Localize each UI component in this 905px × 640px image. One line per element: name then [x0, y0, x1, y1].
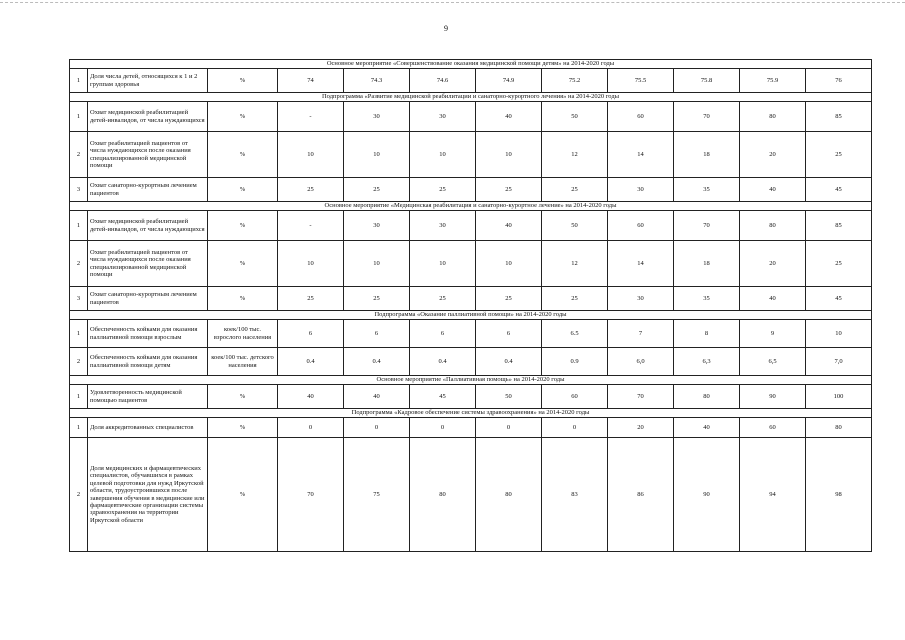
- unit-cell: коек/100 тыс. детского населения: [208, 348, 278, 376]
- value-cell: 45: [410, 385, 476, 409]
- value-cell: 10: [344, 132, 410, 178]
- section-title: Подпрограмма «Оказание паллиативной помощи» на 2014-2020 годы: [70, 311, 872, 320]
- value-cell: 6,0: [608, 348, 674, 376]
- value-cell: 6,3: [674, 348, 740, 376]
- value-cell: 10: [410, 241, 476, 287]
- table-row: [70, 287, 872, 311]
- value-cell: 6.5: [542, 320, 608, 348]
- value-cell: 6: [278, 320, 344, 348]
- table-row: [70, 348, 872, 376]
- value-cell: 74: [278, 69, 344, 93]
- value-cell: 18: [674, 132, 740, 178]
- section-title: Основное мероприятие «Паллиативная помощь» на 2014-2020 годы: [70, 376, 872, 385]
- value-cell: 75.2: [542, 69, 608, 93]
- indicator-name: Обеспеченность койками для оказания паллиативной помощи детям: [88, 348, 208, 376]
- value-cell: 25: [278, 287, 344, 311]
- value-cell: 25: [344, 287, 410, 311]
- unit-cell: %: [208, 132, 278, 178]
- section-title: Основное мероприятие «Совершенствование оказания медицинской помощи детям» на 2014-2020 годы: [70, 60, 872, 69]
- table-row: [70, 102, 872, 132]
- section-header-row: [70, 311, 872, 320]
- value-cell: 6,5: [740, 348, 806, 376]
- value-cell: 20: [740, 132, 806, 178]
- value-cell: 50: [476, 385, 542, 409]
- value-cell: 40: [674, 418, 740, 438]
- value-cell: 7,0: [806, 348, 872, 376]
- value-cell: 0.9: [542, 348, 608, 376]
- unit-cell: %: [208, 385, 278, 409]
- value-cell: 45: [806, 287, 872, 311]
- indicator-name: Охват реабилитацией пациентов от числа нуждающихся после оказания специализированной медицинской помощи: [88, 132, 208, 178]
- value-cell: 20: [740, 241, 806, 287]
- value-cell: 40: [344, 385, 410, 409]
- value-cell: 60: [608, 211, 674, 241]
- value-cell: 30: [608, 287, 674, 311]
- value-cell: 60: [608, 102, 674, 132]
- value-cell: 30: [344, 102, 410, 132]
- row-number: 2: [70, 348, 88, 376]
- table-row: [70, 438, 872, 552]
- section-title: Основное мероприятие «Медицинская реабилитация и санаторно-курортное лечение» на 2014-2020 годы: [70, 202, 872, 211]
- value-cell: 8: [674, 320, 740, 348]
- value-cell: 14: [608, 241, 674, 287]
- value-cell: 25: [344, 178, 410, 202]
- row-number: 1: [70, 320, 88, 348]
- value-cell: 0.4: [278, 348, 344, 376]
- row-number: 1: [70, 102, 88, 132]
- value-cell: 74.9: [476, 69, 542, 93]
- value-cell: 10: [278, 132, 344, 178]
- table-row: [70, 132, 872, 178]
- unit-cell: %: [208, 102, 278, 132]
- section-title: Подпрограмма «Кадровое обеспечение системы здравоохранения» на 2014-2020 годы: [70, 409, 872, 418]
- value-cell: 75.9: [740, 69, 806, 93]
- value-cell: 70: [674, 102, 740, 132]
- value-cell: 40: [740, 287, 806, 311]
- value-cell: 35: [674, 178, 740, 202]
- value-cell: 18: [674, 241, 740, 287]
- value-cell: 80: [806, 418, 872, 438]
- value-cell: 10: [278, 241, 344, 287]
- value-cell: 76: [806, 69, 872, 93]
- section-header-row: [70, 376, 872, 385]
- value-cell: 30: [410, 211, 476, 241]
- value-cell: 0: [278, 418, 344, 438]
- value-cell: 10: [806, 320, 872, 348]
- value-cell: 25: [278, 178, 344, 202]
- value-cell: 25: [806, 132, 872, 178]
- value-cell: 80: [740, 211, 806, 241]
- value-cell: 10: [476, 132, 542, 178]
- value-cell: 40: [740, 178, 806, 202]
- value-cell: 25: [476, 287, 542, 311]
- value-cell: 98: [806, 438, 872, 552]
- indicator-name: Доля числа детей, относящихся к 1 и 2 группам здоровья: [88, 69, 208, 93]
- value-cell: 6: [410, 320, 476, 348]
- row-number: 2: [70, 132, 88, 178]
- value-cell: 30: [344, 211, 410, 241]
- value-cell: 25: [410, 287, 476, 311]
- section-header-row: [70, 202, 872, 211]
- table-row: [70, 385, 872, 409]
- unit-cell: %: [208, 241, 278, 287]
- value-cell: 12: [542, 241, 608, 287]
- indicator-name: Обеспеченность койками для оказания паллиативной помощи взрослым: [88, 320, 208, 348]
- indicator-name: Доля медицинских и фармацевтических специалистов, обучавшихся в рамках целевой подготовки для нужд Иркутской области, трудоустроившихся после завершения обучения в медицинские или фармацевтические организации системы здравоохранения на территории Иркутской области: [88, 438, 208, 552]
- indicator-name: Удовлетворенность медицинской помощью пациентов: [88, 385, 208, 409]
- value-cell: 80: [410, 438, 476, 552]
- section-header-row: [70, 60, 872, 69]
- value-cell: 80: [476, 438, 542, 552]
- value-cell: 12: [542, 132, 608, 178]
- unit-cell: %: [208, 211, 278, 241]
- unit-cell: коек/100 тыс. взрослого населения: [208, 320, 278, 348]
- row-number: 2: [70, 438, 88, 552]
- indicator-name: Охват медицинской реабилитацией детей-инвалидов, от числа нуждающихся: [88, 102, 208, 132]
- value-cell: 7: [608, 320, 674, 348]
- value-cell: 25: [806, 241, 872, 287]
- value-cell: 10: [410, 132, 476, 178]
- page-number: 9: [444, 24, 448, 33]
- value-cell: 70: [674, 211, 740, 241]
- value-cell: 0: [476, 418, 542, 438]
- table-row: [70, 211, 872, 241]
- indicator-name: Охват реабилитацией пациентов от числа нуждающихся после оказания специализированной медицинской помощи: [88, 241, 208, 287]
- value-cell: 0: [542, 418, 608, 438]
- section-header-row: [70, 409, 872, 418]
- indicator-name: Охват медицинской реабилитацией детей-инвалидов, от числа нуждающихся: [88, 211, 208, 241]
- value-cell: 90: [674, 438, 740, 552]
- row-number: 2: [70, 241, 88, 287]
- value-cell: 0.4: [476, 348, 542, 376]
- value-cell: 60: [740, 418, 806, 438]
- value-cell: 0.4: [344, 348, 410, 376]
- unit-cell: %: [208, 69, 278, 93]
- value-cell: 85: [806, 211, 872, 241]
- row-number: 1: [70, 418, 88, 438]
- unit-cell: %: [208, 418, 278, 438]
- value-cell: 0: [344, 418, 410, 438]
- unit-cell: %: [208, 438, 278, 552]
- value-cell: 50: [542, 102, 608, 132]
- section-header-row: [70, 93, 872, 102]
- value-cell: 25: [410, 178, 476, 202]
- value-cell: 25: [542, 287, 608, 311]
- value-cell: 25: [476, 178, 542, 202]
- value-cell: 20: [608, 418, 674, 438]
- value-cell: 35: [674, 287, 740, 311]
- value-cell: 70: [278, 438, 344, 552]
- table-row: [70, 320, 872, 348]
- value-cell: 25: [542, 178, 608, 202]
- value-cell: 30: [410, 102, 476, 132]
- value-cell: 50: [542, 211, 608, 241]
- value-cell: 6: [344, 320, 410, 348]
- table-row: [70, 178, 872, 202]
- value-cell: 74.3: [344, 69, 410, 93]
- indicator-name: Охват санаторно-курортным лечением пациентов: [88, 287, 208, 311]
- row-number: 1: [70, 385, 88, 409]
- unit-cell: %: [208, 178, 278, 202]
- value-cell: 9: [740, 320, 806, 348]
- value-cell: 75.8: [674, 69, 740, 93]
- value-cell: 40: [476, 211, 542, 241]
- value-cell: 40: [278, 385, 344, 409]
- value-cell: 75.5: [608, 69, 674, 93]
- row-number: 3: [70, 287, 88, 311]
- table-row: [70, 241, 872, 287]
- value-cell: 100: [806, 385, 872, 409]
- indicators-table: [69, 59, 872, 552]
- indicator-name: Охват санаторно-курортным лечением пациентов: [88, 178, 208, 202]
- row-number: 3: [70, 178, 88, 202]
- value-cell: 74.6: [410, 69, 476, 93]
- unit-cell: %: [208, 287, 278, 311]
- value-cell: 6: [476, 320, 542, 348]
- value-cell: 70: [608, 385, 674, 409]
- row-number: 1: [70, 69, 88, 93]
- indicator-name: Доля аккредитованных специалистов: [88, 418, 208, 438]
- value-cell: 80: [674, 385, 740, 409]
- value-cell: 86: [608, 438, 674, 552]
- value-cell: 90: [740, 385, 806, 409]
- value-cell: 60: [542, 385, 608, 409]
- top-rule: [0, 2, 905, 3]
- value-cell: -: [278, 102, 344, 132]
- value-cell: 85: [806, 102, 872, 132]
- value-cell: 75: [344, 438, 410, 552]
- value-cell: 10: [476, 241, 542, 287]
- row-number: 1: [70, 211, 88, 241]
- table-row: [70, 418, 872, 438]
- value-cell: -: [278, 211, 344, 241]
- value-cell: 10: [344, 241, 410, 287]
- value-cell: 80: [740, 102, 806, 132]
- value-cell: 0: [410, 418, 476, 438]
- indicators-table-body: [70, 60, 872, 552]
- value-cell: 83: [542, 438, 608, 552]
- value-cell: 30: [608, 178, 674, 202]
- section-title: Подпрограмма «Развитие медицинской реабилитации и санаторно-курортного лечения» на 2014-2020 годы: [70, 93, 872, 102]
- value-cell: 94: [740, 438, 806, 552]
- value-cell: 14: [608, 132, 674, 178]
- value-cell: 40: [476, 102, 542, 132]
- table-row: [70, 69, 872, 93]
- value-cell: 45: [806, 178, 872, 202]
- value-cell: 0.4: [410, 348, 476, 376]
